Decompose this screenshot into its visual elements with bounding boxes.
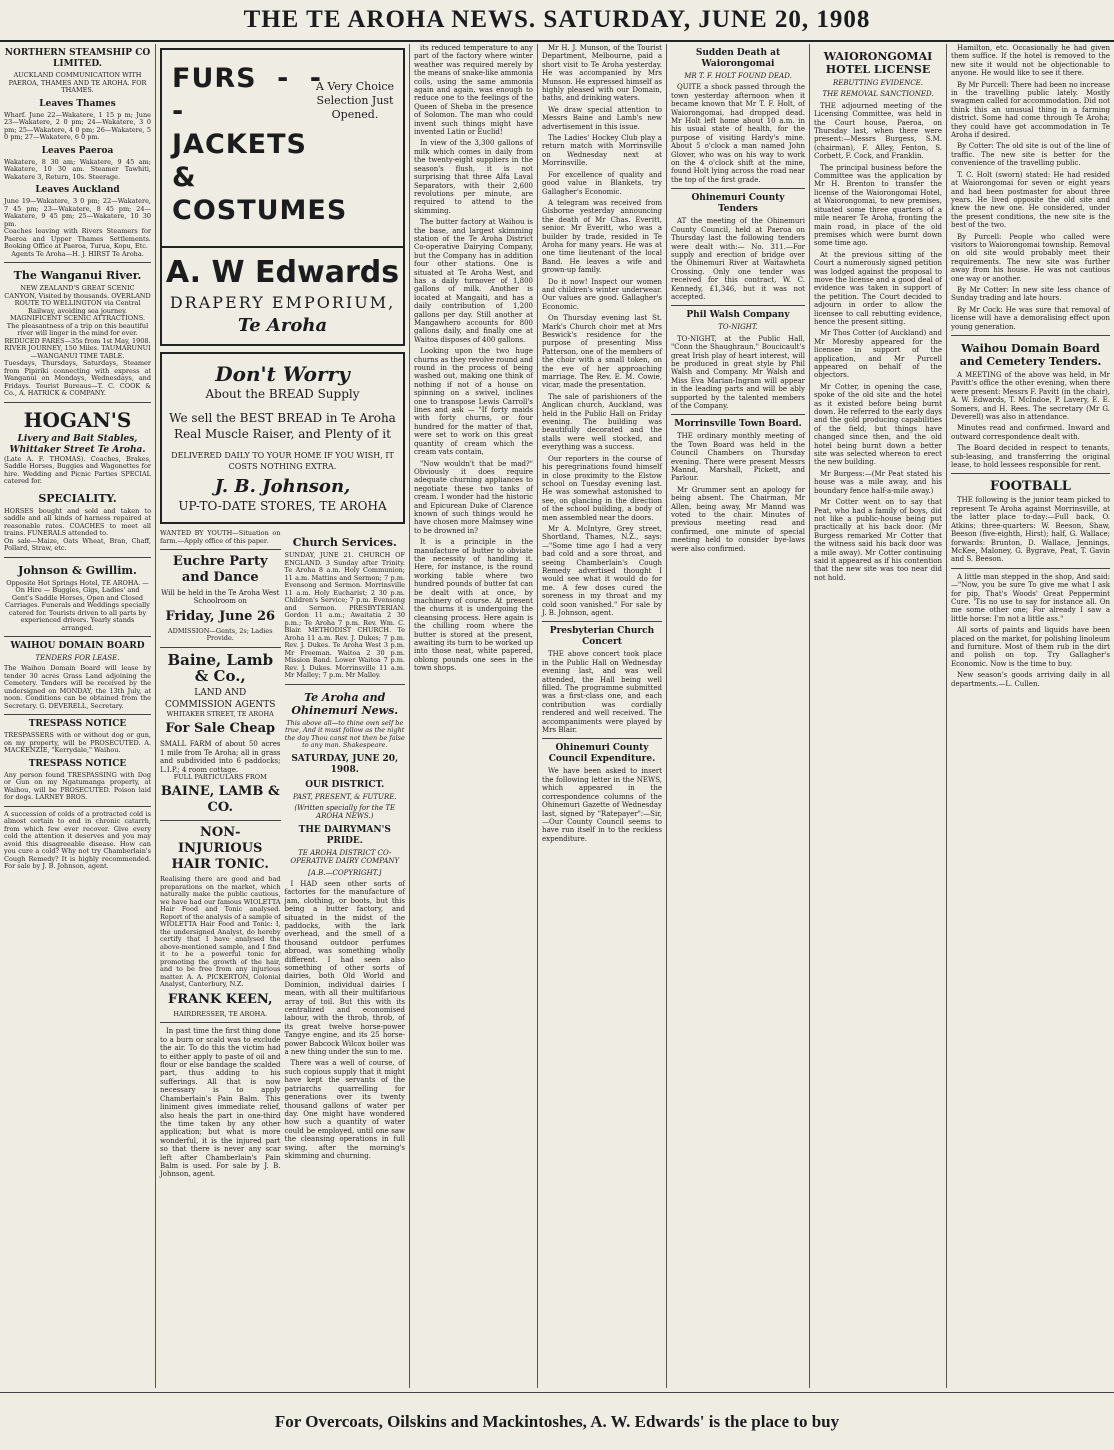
hotel-paragraph-1: THE adjourned meeting of the Licensing Committee, was held in the Court house, Paeroa, on Thursday last, when there were present:—Messrs Burgess, S.M. (chairman), F. Alley, Fenton, S. Corbett, F. Cock, and Franklin.	[814, 101, 942, 161]
sale-text: SMALL FARM of about 50 acres 1 mile from Te Aroha; all in grass and subdivided into 6 paddocks; L.I.P.; 4 room cottage.	[160, 740, 281, 774]
col3-paragraph-5: "Now wouldn't that be mad?" Obviously it does require adequate churning appliances to negotiate these two tanks of cream. I wonder had the historic and Epicurean Duke of Clarence known of such things would he have chosen more Malmsey wine to be drowned in?	[414, 459, 533, 535]
column-2-right	[285, 530, 406, 1182]
wanganui-text: NEW ZEALAND'S GREAT SCENIC CANYON, Visited by thousands. OVERLAND ROUTE TO WELLINGTON via Central Railway, avoiding sea journey. MAGNIFICENT SCENIC ATTRACTIONS. The pleasantness of a trip on this beautiful river will linger in the mind for ever.	[4, 284, 151, 337]
bottom-banner: For Overcoats, Oilskins and Mackintoshes, A. W. Edwards' is the place to buy	[0, 1392, 1114, 1450]
divider	[4, 806, 151, 807]
col4-paragraph-6: Do it now! Inspect our women and children's winter underwear. Our values are good. Gallagher's Economic.	[542, 277, 662, 311]
dairy-sub: TE AROHA DISTRICT CO-OPERATIVE DAIRY COMPANY	[290, 848, 400, 866]
col3-paragraph-3: The butter factory at Waihou is the base, and largest skimming station of the Te Aroha District Co-operative Dairying Company, but the Company has in addition four other stations. One is situated at Te Aroha West, and has a daily turnover of 1,800 gallons of milk. Another is located at Mangaiti, and has a daily contribution of 1,200 gallons per day. Still another at Mangawhero accounts for 800 gallons daily, and finally one at Waitoa disposes of 400 gallons.	[414, 218, 533, 344]
divider	[951, 473, 1110, 474]
euchre-heading: Euchre Party and Dance	[172, 554, 268, 585]
sale-heading: For Sale Cheap	[165, 721, 276, 737]
dairy-paragraph-1: I HAD seen other sorts of factories for the manufacture of jam, clothing, or boots, but this being a butter factory, and situated in the midst of the paddocks, with the lark overhead, and the smell of a thousand outdoor perfumes abroad, was something wholly different. I had seen also something of other sorts of dairies, both Old World and Dominion, individual dairies I mean, with all their multifarious array of toil. But this with its centralized and economised labour, with the throb, throb, of its great twelve horse-power Tangye engine, and its 25 horse-power Babcock Wilcox boiler was a new thing under the sun to me.	[284, 879, 405, 1057]
column-7	[947, 44, 1114, 1388]
col7-paragraph-3: By Cotter: The old site is out of the line of traffic. The new site is better for the convenience of the travelling public.	[951, 142, 1110, 168]
col7-paragraph-9: All sorts of paints and liquids have been placed on the market, for polishing linoleum and furniture. Most of them rub in the dirt and polish on top. Try Gallagher's Economic. Now is the time to buy.	[951, 626, 1110, 668]
hair-heading: NON-INJURIOUS HAIR TONIC.	[171, 825, 269, 873]
football-text: THE following is the junior team picked to represent Te Aroha against Morrinsville, at the latter place to-day:—Full back, O. Atkins; three-quarters: W. Beeson, Shaw, Beeson (five-eighth, Hirst); half, G. Wallace; forwards: Brunton, D. Wallace, Jennings, McKee, Maloney, G. Bygrave, Peat, T. Gavin and S. Beeson.	[951, 496, 1110, 564]
hair-text: Realising there are good and bad preparations on the market, which naturally make the public cautious, we have had our famous WIOLETTA Hair Food and Tonic analysed. Report of the analysis of a sample of WIOLETTA Hair Food and Tonic: I, the undersigned Analyst, do hereby certify that I have analysed the above-mentioned sample, and I find it to be a powerful tonic for promoting the growth of the hair, and to be free from any injurious matter. A. A. PICKERTON, Colonial Analyst, Canterbury, N.Z.	[160, 875, 281, 989]
particulars-text: FULL PARTICULARS FROM	[173, 772, 267, 781]
hogans-text: (Late A. F. THOMAS). Coaches, Brakes, Saddle Horses, Buggies and Wagonettes for hire. Wedding and Picnic Parties SPECIAL catered for.	[4, 454, 151, 485]
hogans-heading: HOGAN'S	[23, 407, 132, 432]
leaves-auckland-text: June 19—Wakatere, 3 0 pm; 22—Wakatere, 7 45 pm; 23—Wakatere, 8 45 pm; 24—Wakatere, 9 45 pm; 25—Wakatere, 10 30 pm.	[4, 197, 151, 228]
district-sub: PAST, PRESENT, & FUTURE.	[292, 792, 397, 801]
column-5	[667, 44, 810, 1388]
hotel-heading: WAIORONGOMAI HOTEL LICENSE	[823, 50, 933, 76]
edwards-name: A. W Edwards	[165, 255, 400, 290]
hotel-paragraph-6: Mr Burgess:—(Mr Peat stated his house was a mile away, and his boundary fence half-a-mile away.)	[814, 469, 942, 495]
hotel-paragraph-7: Mr Cotter went on to say that Peat, who had a family of boys, did not like a public-house being put practically at his back door. (Mr Burgess remarked Mr Cotter that the witness said his back door was a mile away). Mr Cotter continuing said it appeared as if his contention that the new site was too near did not hold.	[814, 498, 942, 582]
col4-paragraph-2: We draw special attention to Messrs Baine and Lamb's new advertisement in this issue.	[542, 105, 662, 131]
col3-paragraph-6: It is a principle in the manufacture of butter to obviate the necessity of handling it. Here, for instance, is the round working table where two hundred pounds of butter fat can be dealt with at once, by machinery of course. At present the churns it is undergoing the cleansing process. Here again is the chilling room where the butter is stored at the present, awaiting its turn to be worked up into those neat, white papered, oblong pounds one sees in the town shops.	[414, 538, 533, 673]
divider	[4, 262, 151, 263]
paper-heading: Te Aroha and Ohinemuri News.	[291, 690, 399, 717]
hotel-sub-2: THE REMOVAL SANCTIONED.	[822, 90, 934, 99]
edwards-sub: DRAPERY EMPORIUM,	[169, 293, 396, 312]
leaves-thames-heading: Leaves Thames	[39, 98, 116, 109]
wanted-text: WANTED BY YOUTH—Situation on farm.—Apply office of this paper.	[160, 529, 281, 545]
steamship-heading: NORTHERN STEAMSHIP CO LIMITED.	[4, 48, 151, 69]
col3-paragraph-4: Looking upon the two huge churns as they revolve round and round in the process of being washed out, making one think of nothing if not of a house on spinning on a swivel, inclines one to transpose Lewis Carroll's lines and ask — "If forty maids with forty churns, or four hundred for the matter of that, were set to work on this great quantity of cream which the cream vats contain,	[414, 347, 533, 457]
furs-advert	[160, 48, 405, 248]
domain-board-sub: TENDERS FOR LEASE.	[35, 654, 120, 662]
tenders-heading: Ohinemuri County Tenders	[691, 193, 785, 215]
divider	[951, 568, 1110, 569]
col7-paragraph-1: Hamilton, etc. Occasionally he had given them suffice. If the hotel is removed to the new site it would not be objectionable to anyone. He would like to see it there.	[951, 44, 1110, 78]
jbj-sub: UP-TO-DATE STORES, TE AROHA	[178, 499, 387, 513]
divider	[4, 402, 151, 403]
bread-text-2: Real Muscle Raiser, and Plenty of it	[174, 427, 391, 441]
column-1	[0, 44, 156, 1388]
baine-heading: Baine, Lamb & Co.,	[167, 650, 274, 685]
fares-text-2: Tuesdays, Thursdays, Saturdays, Steamer from Pipiriki connecting with express at Wanganui on Mondays, Wednesdays, and Fridays. Tourist Bureaus—T. C. COOK & Co., A. HATRICK & COMPANY.	[4, 359, 151, 397]
baine-sub: LAND AND COMMISSION AGENTS	[165, 687, 276, 710]
column-6	[810, 44, 947, 1388]
col4-paragraph-9: Our reporters in the course of his peregrinations found himself in close proximity to the Elstow school on Tuesday evening last. He was somewhat astonished to see, on glancing in the direction of the school building, a body of men assembled near the doors.	[542, 454, 662, 522]
chamberlain-text: A succession of colds of a protracted cold is almost certain to end in chronic catarrh, from which few ever recover. Give every cold the attention it deserves and you may avoid this disagreeable disease. How can you cure a cold? Why not try Chamberlain's Cough Remedy? It is highly recommended. For sale by J. B. Johnson, agent.	[4, 809, 151, 871]
death-sub: MR T. F. HOLT FOUND DEAD.	[684, 72, 792, 80]
masthead: THE TE AROHA NEWS. SATURDAY, JUNE 20, 1908	[0, 0, 1114, 42]
sale-text: On sale—Maize, Oats Wheat, Bran, Chaff, Pollard, Straw, etc.	[4, 536, 151, 552]
column-2	[156, 44, 410, 1388]
church-text: SUNDAY, JUNE 21. CHURCH OF ENGLAND. 3 Sunday after Trinity. Te Aroha 8 a.m. Holy Communion; 11 a.m. Mattins and Sermon; 7 p.m. Evensong and Sermon. Morrinsville 11 a.m. Holy Eucharist; 2 30 p.m. Children's Service; 7 p.m. Evensong and Sermon. PRESBYTERIAN. Gordon 11 a.m.; Awaitatia 2 30 p.m.; Te Aroha 7 p.m. Rev. Wm. C. Blair. METHODIST CHURCH. Te Aroha 11 a.m. Rev. J. Dukes; 7 p.m. Rev. J. Dukes. Te Aroha West 3 p.m. Mr Freeman. Waitoa 2 30 p.m. Mission Band. Lower Waitoa 7 p.m. Rev. J. Dukes. Morrinsville 11 a.m. Mr Malley; 7 p.m. Mr Malley.	[284, 551, 405, 679]
divider	[4, 557, 151, 558]
divider	[951, 335, 1110, 336]
pain-balm-text: In past time the first thing done to a burn or scald was to exclude the air. To do this the victim had to either apply to paste of oil and flour or else bandage the scalded part, thus adding to his sufferings. All that is now necessary is to apply Chamberlain's Pain Balm. This liniment gives immediate relief, also heals the part in one-third the time taken by any other application; but what is more wonderful, it is the injured part so that there is never any scar left after Chamberlain's Pain Balm is used. For sale by J. B. Johnson, agent.	[160, 1027, 281, 1179]
furs-title: FURS - - - JACKETS & COSTUMES	[172, 63, 348, 226]
presbyterian-text: THE above concert took place in the Public Hall on Wednesday evening last, and was well attended, the Hall being well filled. The programme submitted was a first-class one, and each contribution was cordially rendered and well received. The accompaniments were played by Mrs Blair.	[542, 650, 662, 735]
baine-address: WHITAKER STREET, TE AROHA	[166, 709, 274, 718]
col4-paragraph-8: The sale of parishioners of the Anglican church, Auckland, was held in the Public Hall on Friday evening. The building was beautifully decorated and the stalls were well stocked, and everything was a success.	[542, 392, 662, 452]
divider	[4, 714, 151, 715]
edwards-advert	[160, 248, 405, 346]
column-3	[410, 44, 538, 1388]
bread-sub: About the BREAD Supply	[205, 387, 360, 401]
column-2-lower	[160, 530, 405, 1182]
col4-paragraph-5: A telegram was received from Gisborne yesterday announcing the death of Mr Chas. Everitt, senior. Mr Everitt, who was a builder by trade, resided in Te Aroha for many years. He was at one time lieutenant of the local Band. He leaves a wife and grown-up family.	[542, 198, 662, 275]
divider	[285, 684, 406, 685]
hotel-sub: REBUTTING EVIDENCE.	[832, 79, 924, 87]
divider	[542, 738, 662, 739]
divider	[160, 1022, 281, 1023]
date-heading: SATURDAY, JUNE 20, 1908.	[291, 753, 399, 775]
col3-paragraph-1: its reduced temperature to any part of the factory where winter weather was required merely by the means of snake-like ammonia coils, using the same ammonia again and again, was enough to reduce one to the feelings of the Queen of Sheba in the presence of Solomon. The man who could invent such things might have invented Latin or Euclid!	[414, 44, 533, 137]
col7-paragraph-5: By Purcell: People who called were visitors to Waiorongomai township. Removal on old site would probably meet their requirements. The new site was further away from his house. He was not cautious one way or another.	[951, 232, 1110, 283]
steamship-text: AUCKLAND COMMUNICATION WITH PAEROA, THAMES AND TE AROHA. FOR THAMES.	[8, 71, 147, 94]
furs-choice: A Very Choice Selection Just Opened.	[315, 80, 395, 121]
wanganui-heading: The Wanganui River.	[13, 269, 142, 282]
ohinemuri-text: We have been asked to insert the following letter in the NEWS, which appeared in the correspondence columns of the Ohinemuri Gazette of Wednesday last, signed by "Ratepayer":—Sir,—Our County Council seems to have run itself in to the reckless expenditure.	[542, 767, 662, 843]
divider	[160, 820, 281, 821]
bread-heading: Don't Worry	[215, 362, 350, 386]
bread-advert	[160, 352, 405, 524]
district-heading: OUR DISTRICT.	[305, 779, 385, 790]
waihou-board-text: A MEETING of the above was held, in Mr Pavitt's office the other evening, when there were present: Messrs F. Pavitt (in the chair), A. W. Edwards, T. McIndoe, P. Lavery, E. E. Somers, and H. Rees. The secretary (Mr G. Deverell) was also in attendance.	[951, 371, 1110, 422]
phil-walsh-text: TO-NIGHT, at the Public Hall, "Conn the Shaughraun," Boucicault's great Irish play of heart interest, will be produced in great style by Phil Walsh and Company. Mr Walsh and Miss Eva Marian-Ingram will appear in the leading parts and will be ably supported by the talented members of the Company.	[671, 334, 805, 410]
col4-paragraph-7: On Thursday evening last St. Mark's Church choir met at Mrs Beswick's residence for the purpose of presenting Miss Patterson, one of the members of the choir with a small token, on the eve of her approaching marriage. The Rev. E. M. Cowie, vicar, made the presentation.	[542, 314, 662, 390]
col4-paragraph-1: Mr H. J. Munson, of the Tourist Department, Melbourne, paid a short visit to Te Aroha yesterday. He was accompanied by Mrs Munson. He expressed himself as highly pleased with our Domain, baths, and drinking waters.	[542, 44, 662, 103]
leaves-thames-text: Wharf. June 22—Wakatere, 1 15 p m; June 23—Wakatere, 2 0 pm; 24—Wakatere, 3 0 pm; 25—Wakatere, 4 0 pm; 26—Wakatere, 5 0 pm; 27—Wakatere, 6 0 pm.	[4, 110, 151, 141]
morrinsville-text-2: Mr Grummer sent an apology for being absent. The Chairman, Mr Allen, being away, Mr Mannd was voted to the chair. Minutes of previous meeting read and confirmed, one minute of special meeting held to consider bye-laws were also confirmed.	[671, 485, 805, 553]
dairy-heading: THE DAIRYMAN'S PRIDE.	[298, 824, 391, 846]
paper-motto: This above all—to thine own self be true, And it must follow as the night the day Thou canst not then be false to any man. Shakespeare.	[284, 718, 405, 749]
death-text: QUITE a shock passed through the town yesterday afternoon when it became known that Mr T. F. Holt, of Waiorongomai, had dropped dead. Mr Holt left home about 10 a.m. in his usual state of health, for the purpose of visiting Hardy's mine. About 5 o'clock a man named John Glover, who was on his way to work on the 4 o'clock shift at the mine, found Holt lying across the road near the top of the first grade.	[671, 83, 805, 184]
col7-paragraph-10: New season's goods arriving daily in all departments.—L. Cullen.	[951, 671, 1110, 688]
hogans-sub: Livery and Bait Stables, Whittaker Street Te Aroha.	[9, 433, 146, 455]
col3-paragraph-2: In view of the 3,300 gallons of milk which comes in daily from the twenty-eight suppliers in the season's flush, it is not surprising that three Alfa Laval Separators, with their 2,600 revolutions per minute, are required to attend to the skimming.	[414, 139, 533, 215]
hotel-paragraph-2: The principal business before the Committee was the application by Mr H. Brenton to transfer the license of the Waiorongomai Hotel, at Waiorongomai, to new premises, situated some three quarters of a mile nearer Te Aroha, fronting the main road, in place of the old premises which were burnt down some time ago.	[814, 163, 942, 248]
divider	[4, 636, 151, 637]
leaves-paeroa-text: Wakatere, 8 30 am; Wakatere, 9 45 am; Wakatere, 10 30 am. Steamer Tawhiti, Wakatere 3, Return, 10s. Steerage.	[4, 157, 151, 181]
column-4	[538, 44, 667, 1388]
waihou-board-text-2: Minutes read and confirmed. Inward and outward correspondence dealt with.	[951, 424, 1110, 441]
divider	[160, 647, 281, 648]
tenders-text: AT the meeting of the Ohinemuri County Council, held at Paeroa on Thursday last the following tenders were dealt with:— No. 311.—For supply and erection of bridge over the Ohinemuri River at Waitawheta Crossing. Only one tender was received for this contract, W. C. Kennedy, £1,346, but it was not accepted.	[671, 217, 805, 301]
church-heading: Church Services.	[292, 536, 397, 549]
dairy-paragraph-2: There was a well of course, of such copious supply that it might have kept the servants of the patriarchs quarrelling for generations over its twenty thousand gallons of water per day. One might have wondered how such a quantity of water could be employed, until one saw the cleansing operations in full swing, after the morning's skimming and churning.	[284, 1059, 405, 1160]
leaves-paeroa-heading: Leaves Paeroa	[41, 145, 114, 156]
keen-sub: HAIRDRESSER, TE AROHA.	[173, 1009, 268, 1018]
phil-walsh-sub: TO-NIGHT.	[718, 323, 758, 332]
waihou-board-text-3: The Board decided in respect to tenants, sub-leasing, and transferring the original lease, to hold lessees responsible for rent.	[951, 444, 1110, 470]
bread-text-1: We sell the BEST BREAD in Te Aroha	[169, 411, 396, 425]
trespass-text-1: TRESPASSERS with or without dog or gun, on my property, will be PROSECUTED. A. MACKENZIE, "Kerrydale," Waihou.	[4, 731, 151, 755]
divider	[671, 414, 805, 415]
col7-paragraph-2: By Mr Purcell: There had been no increase in the travelling public lately. Mostly swagmen called for accommodation. Did not think this an unusual thing in a farming district. Some had come through Te Aroha; they could have got accommodation in Te Aroha if desired.	[951, 80, 1110, 140]
johnson-gwillim-text: Opposite Hot Springs Hotel, TE AROHA. — On Hire — Buggies, Gigs, Ladies' and Gent's Saddle Horses, Open and Closed Carriages. Funerals and Weddings specially catered for. Tourists driven to all parts by experienced drivers. Yearly stands arranged.	[5, 578, 150, 632]
waihou-board-heading: Waihou Domain Board and Cemetery Tenders.	[959, 342, 1102, 368]
divider	[160, 549, 281, 550]
bread-text-3: DELIVERED DAILY TO YOUR HOME IF YOU WISH, IT COSTS NOTHING EXTRA.	[171, 451, 394, 471]
col7-paragraph-4: T. C. Holt (sworn) stated: He had resided at Waiorongomai for seven or eight years and had been postmaster for about three years. He lived opposite the old site and knew the new one. He considered, under the present conditions, the new site is the best of the two.	[951, 170, 1110, 230]
death-heading: Sudden Death at Waiorongomai	[695, 48, 781, 69]
hotel-paragraph-5: Mr Cotter, in opening the case, spoke of the old site and the hotel as it existed before being burnt down. He referred to the early days and the gold producing capabilities of the field, but things have changed since then, and the old hotel being burnt down a better site was selected whereon to erect the new building.	[814, 382, 942, 467]
morrinsville-heading: Morrinsville Town Board.	[674, 419, 802, 430]
speciality-text: HORSES bought and sold and taken to saddle and all kinds of harness repaired at reasonable rates. COACHES to meet all trains. FUNERALS attended to.	[4, 506, 151, 537]
leaves-auckland-heading: Leaves Auckland	[35, 185, 120, 195]
col7-paragraph-7: By Mr Cock: He was sure that removal of license will have a demoralising effect upon young generation.	[951, 305, 1110, 331]
trespass-heading-1: TRESPASS NOTICE	[28, 719, 127, 730]
jbj-name: J. B. Johnson,	[214, 476, 351, 497]
divider	[671, 188, 805, 189]
domain-board-text: The Waihou Domain Board will lease by tender 30 acres Grass Land adjoining the Cemetery. Tenders will be received by the undersigned on MONDAY, the 13th July, at noon. Conditions can be obtained from the Secretary. G. DEVERELL, Secretary.	[4, 664, 151, 710]
col7-paragraph-8: A little man stepped in the shop, And said:—"Now, you be sure To give me what I ask for pip, That's Woods' Great Peppermint Cure. 'Tis no use to say for instance all. On me some other one; For already I saw a little horse: I'm not a little ass."	[951, 572, 1110, 623]
col7-paragraph-6: By Mr Cotter: In new site less chance of Sunday trading and late hours.	[951, 285, 1110, 303]
divider	[671, 305, 805, 306]
agent-text: Agents Te Aroha—H. J. HIRST Te Aroha.	[11, 249, 144, 258]
trespass-heading-2: TRESPASS NOTICE	[28, 758, 127, 769]
euchre-admission: ADMISSION—Gents, 2s; Ladies Provide.	[167, 626, 273, 643]
copyright: [A.B.—COPYRIGHT.]	[308, 868, 382, 877]
fares-text: REDUCED FARES—35s from 1st May, 1908. RIVER JOURNEY, 150 Miles. TAUMARUNUI—WANGANUI TIME TABLE.	[4, 336, 151, 360]
johnson-gwillim-heading: Johnson & Gwillim.	[18, 563, 137, 577]
divider	[542, 621, 662, 622]
phil-walsh-heading: Phil Walsh Company	[686, 310, 790, 321]
hotel-paragraph-4: Mr Thos Cotter (of Auckland) and Mr Moresby appeared for the licensee in support of the application, and Mr Purcell appeared on behalf of the objectors.	[814, 329, 942, 380]
col4-paragraph-4: For excellence of quality and good value in Blankets, try Gallagher's Economic.	[542, 170, 662, 196]
euchre-date: Friday, June 26	[165, 608, 276, 624]
column-2-left	[160, 530, 281, 1182]
col4-paragraph-3: The Ladies' Hockey Club play a return match with Morrinsville on Wednesday next at Morrinsville.	[542, 134, 662, 168]
coach-text: Coaches leaving with Rivers Steamers for Paeroa and Upper Thames Settlements. Booking Office at Paeroa, Turua, Kopu, Etc.	[4, 227, 151, 250]
euchre-text: Will be held in the Te Aroha West Schoolroom on	[161, 589, 280, 606]
keen-heading: FRANK KEEN,	[167, 991, 273, 1007]
morrinsville-text: THE ordinary monthly meeting of the Town Board was held in the Council Chambers on Thursday evening. There were present Messrs Mannd, Marshall, Pickett, and Parlour.	[671, 432, 805, 483]
presbyterian-heading: Presbyterian Church Concert	[549, 626, 655, 648]
domain-board-heading: WAIHOU DOMAIN BOARD	[10, 641, 145, 651]
district-note: (Written specially for the TE AROHA NEWS.)	[294, 803, 396, 821]
ohinemuri-heading: Ohinemuri County Council Expenditure.	[548, 743, 656, 765]
baine-heading-2: BAINE, LAMB & CO.	[160, 784, 280, 816]
football-heading: FOOTBALL	[990, 479, 1071, 495]
trespass-text-2: Any person found TRESPASSING with Dog or Gun on my Ngatumanga property, at Waihou, will be PROSECUTED. Poison laid for dogs. LARNEY BROS.	[4, 770, 151, 802]
col4-paragraph-10: Mr A. McIntyre, Grey street, Shortland, Thames, N.Z., says:—"Some time ago I had a very bad cold and a sore throat, and seeing Chamberlain's Cough Remedy advertised thought I would see what it would do for me. A few doses cured the soreness in my throat and my cold soon vanished." For sale by J. B. Johnson, agent.	[542, 524, 662, 617]
hotel-paragraph-3: At the previous sitting of the Court a numerously signed petition was lodged against the proposal to move the license and a good deal of evidence was taken in support of the petition. The Court decided to adjourn in order to allow the licensee to call rebutting evidence, hence the present sitting.	[814, 250, 942, 326]
speciality-heading: SPECIALITY.	[38, 491, 117, 505]
edwards-town: Te Aroha	[237, 315, 328, 336]
